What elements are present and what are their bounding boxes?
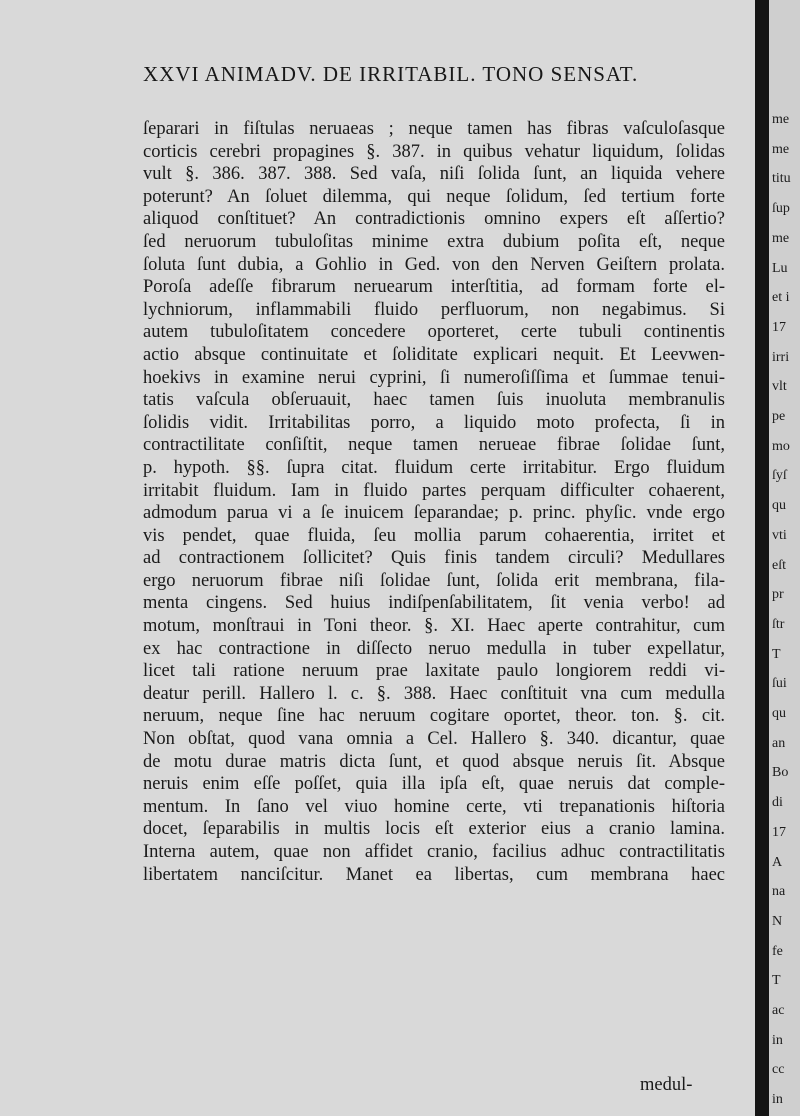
adjacent-page-fragment: N [772, 913, 783, 929]
text-line: vis pendet, quae fluida, ſeu mollia parum cohaerentia, irritet et [143, 525, 725, 546]
text-line: ad contractionem ſollicitet? Quis finis tandem circuli? Medullares [143, 548, 725, 569]
book-gutter [755, 0, 769, 1116]
adjacent-page-fragment: na [772, 884, 786, 900]
adjacent-page-fragment: me [772, 230, 790, 246]
text-line: ſed neruorum tubuloſitas minime extra dubium poſita eſt, neque [143, 231, 725, 252]
adjacent-page-fragment: Lu [772, 260, 788, 276]
text-line: hoekivs in examine nerui cyprini, ſi numeroſiſſima et ſummae tenui- [143, 367, 725, 388]
adjacent-page-fragment: mo [772, 438, 790, 454]
adjacent-page-fragment: in [772, 1032, 783, 1048]
adjacent-page-fragment: titu [772, 171, 791, 187]
text-line: lychniorum, inflammabili fluido perfluorum, non negabimus. Si [143, 299, 725, 320]
text-line: menta cingens. Sed huius indiſpenſabilitatem, ſit venia verbo! ad [143, 593, 725, 614]
text-line: motum, monſtraui in Toni theor. §. XI. Haec aperte contrahitur, cum [143, 616, 725, 637]
text-line: deatur perill. Hallero l. c. §. 388. Haec conſtituit vna cum medulla [143, 683, 725, 704]
adjacent-page-fragment: me [772, 112, 790, 127]
adjacent-page-fragment: A [772, 854, 783, 870]
adjacent-page-fragment: ſtr [772, 616, 785, 632]
adjacent-page-fragment: in [772, 1092, 783, 1108]
text-line: ſoluta ſunt dubia, a Gohlio in Ged. von den Nerven Geiſtern prolata. [143, 254, 725, 275]
text-line: contractilitate conſiſtit, neque tamen nerueae fibrae ſolidae ſunt, [143, 435, 725, 456]
text-line: neruis enim eſſe poſſet, quia illa ipſa eſt, quae neruis dat comple- [143, 774, 725, 795]
page-body-text [143, 118, 725, 886]
adjacent-page-fragment: fe [772, 943, 783, 959]
text-line: irritabit fluidum. Iam in fluido partes perquam difficulter cohaerent, [143, 480, 725, 501]
adjacent-page-fragment: me [772, 141, 790, 157]
text-line: aliquod conſtituet? An contradictionis omnino expers eſt aſſertio? [143, 209, 725, 230]
adjacent-page-fragment: irri [772, 349, 790, 365]
text-line: Poroſa adeſſe fibrarum neruearum interſtitia, ad formam forte el- [143, 277, 725, 298]
text-line: p. hypoth. §§. ſupra citat. fluidum certe irritabitur. Ergo fluidum [143, 457, 725, 478]
text-line: vult §. 386. 387. 388. Sed vaſa, niſi ſolida ſunt, an liquida vehere [143, 164, 725, 185]
text-line: docet, ſeparabilis in multis locis eſt exterior eius a cranio lamina. [143, 819, 725, 840]
adjacent-page-fragment: ſui [772, 676, 787, 692]
text-line: ſeparari in fiſtulas neruaeas ; neque tamen has fibras vaſculoſasque [143, 119, 725, 139]
text-line: Interna autem, quae non affidet cranio, facilius adhuc contractilitatis [143, 842, 725, 862]
text-line: corticis cerebri propagines §. 387. in quibus vehatur liquidum, ſolidas [143, 141, 725, 162]
adjacent-page-fragment: ſyſ [772, 468, 787, 484]
text-line: neruum, neque ſine hac neruum cogitare oportet, theor. ton. §. cit. [143, 706, 725, 727]
text-line: tatis vaſcula obſeruauit, haec tamen ſuis inuoluta membranulis [143, 390, 725, 411]
adjacent-page-fragment: eſt [772, 557, 786, 573]
adjacent-page-fragment: an [772, 735, 786, 751]
adjacent-page-fragment: pe [772, 409, 786, 424]
adjacent-page-fragment: 17 [772, 319, 786, 335]
running-header: XXVI ANIMADV. DE IRRITABIL. TONO SENSAT. [143, 62, 639, 86]
adjacent-page-fragment: ſup [772, 201, 790, 217]
adjacent-page-edge [769, 0, 800, 1116]
adjacent-page-fragment: 17 [772, 824, 786, 840]
text-line: autem tubuloſitatem concedere oporteret, certe tubuli continentis [143, 322, 725, 343]
text-line: ſolidis vidit. Irritabilitas porro, a liquido moto profecta, ſi in [143, 412, 725, 433]
adjacent-page-fragment: qu [772, 706, 786, 721]
text-line: libertatem nanciſcitur. Manet ea libertas, cum membrana haec [143, 864, 725, 885]
catchword: medul- [640, 1075, 693, 1095]
text-line: poterunt? An ſoluet dilemma, qui neque ſolidum, ſed tertium forte [143, 186, 725, 207]
text-line: admodum parua vi a ſe inuicem ſeparandae; p. princ. phyſic. vnde ergo [143, 503, 725, 524]
text-line: ex hac contractione in diſſecto neruo medulla in tuber expellatur, [143, 638, 725, 659]
adjacent-page-fragment: T [772, 973, 781, 989]
adjacent-page-fragment: pr [772, 587, 784, 603]
text-line: de motu durae matris dicta ſunt, et quod absque neruis ſit. Absque [143, 751, 725, 772]
adjacent-page-fragment: T [772, 646, 781, 662]
text-line: actio absque continuitate et ſoliditate explicari nequit. Et Leevwen- [143, 344, 725, 365]
adjacent-page-fragment: qu [772, 498, 786, 514]
adjacent-page-fragment: cc [772, 1062, 785, 1078]
adjacent-page-fragment: vlt [772, 379, 787, 395]
text-line: mentum. In ſano vel viuo homine certe, vti trepanationis hiſtoria [143, 796, 725, 817]
text-line: Non obſtat, quod vana omnia a Cel. Hallero §. 340. dicantur, quae [143, 729, 725, 750]
adjacent-page-fragment: et i [772, 290, 790, 306]
adjacent-page-fragment: vti [772, 527, 787, 543]
adjacent-page-fragment: di [772, 795, 783, 811]
adjacent-page-fragment: ac [772, 1003, 785, 1018]
text-line: ergo neruorum fibrae niſi ſolidae ſunt, ſolida erit membrana, fila- [143, 570, 725, 591]
adjacent-page-fragment: Bo [772, 765, 789, 781]
text-line: licet tali ratione neruum prae laxitate paulo longiorem reddi vi- [143, 661, 725, 682]
